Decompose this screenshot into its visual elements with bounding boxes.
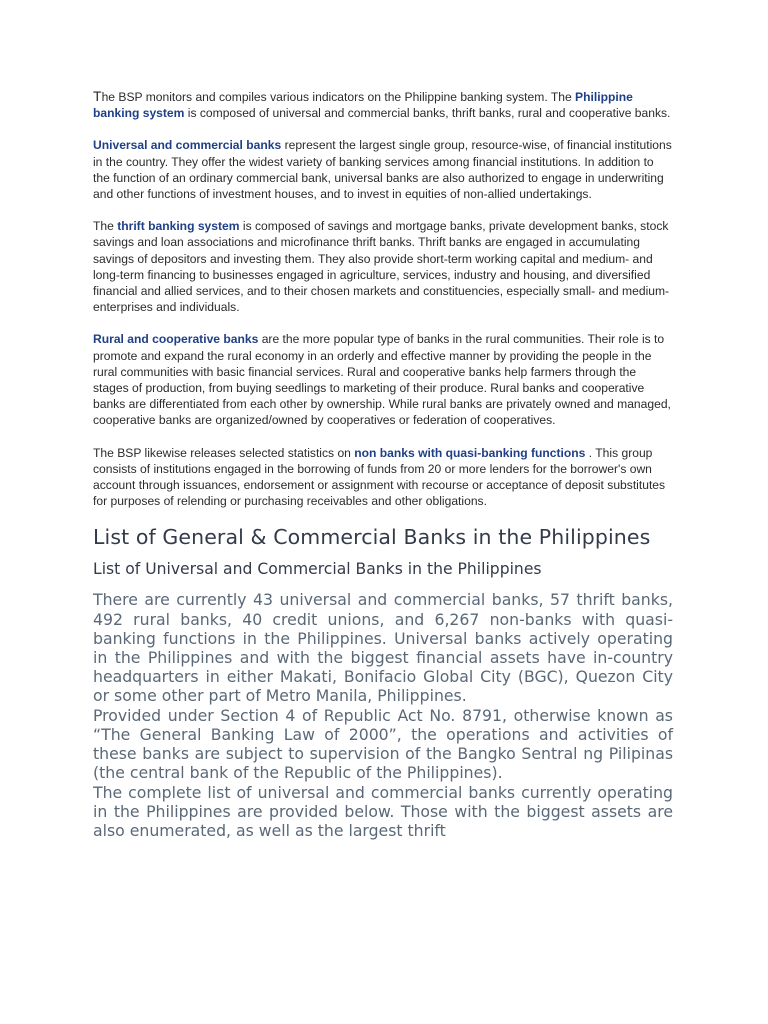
thrift-banks-paragraph bbox=[93, 218, 673, 315]
non-banks-text-a: The BSP likewise releases selected statistics on bbox=[93, 445, 355, 460]
intro-text-a: he BSP monitors and compiles various indicators on the Philippine banking system. The bbox=[101, 90, 576, 104]
thrift-text-a: The bbox=[93, 219, 118, 234]
thrift-text-b: is composed of savings and mortgage banks, private development banks, stock savings and loan associations and microfinance thrift banks. Thrift banks are engaged in accumulating savings of depositors and investing them. They also provide short-term working capital and medium- and long-term financing to businesses engaged in agriculture, services, industry and housing, and diversified financial and allied services, and to their chosen markets and constituencies, especially small- and medium- enterprises and individuals. bbox=[93, 219, 670, 315]
drop-cap: T bbox=[93, 88, 102, 104]
bank-count-paragraph: There are currently 43 universal and commercial banks, 57 thrift banks, 492 rural banks, 40 credit unions, and 6,267 non-banks with quasi-banking functions in the Philippines. Universal banks actively operating in the Philippines and with the biggest financial assets have in-country headquarters in either Makati, Bonifacio Global City (BGC), Quezon City or some other part of Metro Manila, Philippines. bbox=[93, 590, 673, 706]
rural-banks-text: are the more popular type of banks in the rural communities. Their role is to promote and expand the rural economy in an orderly and effective manner by providing the people in the rural communities with basic financial services. Rural and cooperative banks help farmers through the stages of production, from buying seedlings to marketing of their produce. Rural banks and cooperative banks are differentiated from each other by ownership. While rural banks are privately owned and managed, cooperative banks are organized/owned by cooperatives or federation of cooperatives. bbox=[93, 332, 671, 428]
rural-cooperative-banks-link[interactable]: Rural and cooperative banks bbox=[93, 332, 259, 347]
universal-commercial-banks-link[interactable]: Universal and commercial banks bbox=[93, 138, 282, 153]
general-banking-law-paragraph: Provided under Section 4 of Republic Act No. 8791, otherwise known as “The General Banking Law of 2000”, the operations and activities of these banks are subject to supervision of the Bangko Sentral ng Pilipinas (the central bank of the Republic of the Philippines). bbox=[93, 705, 673, 783]
philippine-banking-system-link[interactable]: Philippine banking system bbox=[93, 90, 633, 121]
non-banks-paragraph bbox=[93, 445, 673, 510]
intro-text-b: is composed of universal and commercial banks, thrift banks, rural and cooperative banks. bbox=[184, 106, 671, 121]
thrift-banking-system-link[interactable]: thrift banking system bbox=[117, 219, 240, 234]
document-page bbox=[93, 88, 673, 840]
complete-list-paragraph: The complete list of universal and commercial banks currently operating in the Philippines are provided below. Those with the biggest assets are also enumerated, as well as the largest thrift bbox=[93, 782, 673, 840]
intro-paragraph bbox=[93, 88, 673, 121]
main-heading: List of General & Commercial Banks in the Philippines bbox=[93, 525, 651, 550]
non-banks-quasi-banking-link[interactable]: non banks with quasi-banking functions bbox=[354, 445, 586, 460]
rural-banks-paragraph bbox=[93, 331, 673, 428]
sub-heading: List of Universal and Commercial Banks in the Philippines bbox=[93, 560, 542, 579]
universal-banks-paragraph bbox=[93, 137, 673, 202]
universal-banks-text: represent the largest single group, resource-wise, of financial institutions in the country. They offer the widest variety of banking services among financial institutions. In addition to the function of an ordinary commercial bank, universal banks are also authorized to engage in underwriting and other functions of investment houses, and to invest in equities of non-allied undertakings. bbox=[93, 138, 672, 202]
non-banks-text-b: . This group consists of institutions engaged in the borrowing of funds from 20 or more lenders for the borrower's own account through issuances, endorsement or assignment with recourse or acceptance of deposit substitutes for purposes of relending or purchasing receivables and other obligations. bbox=[93, 445, 666, 509]
